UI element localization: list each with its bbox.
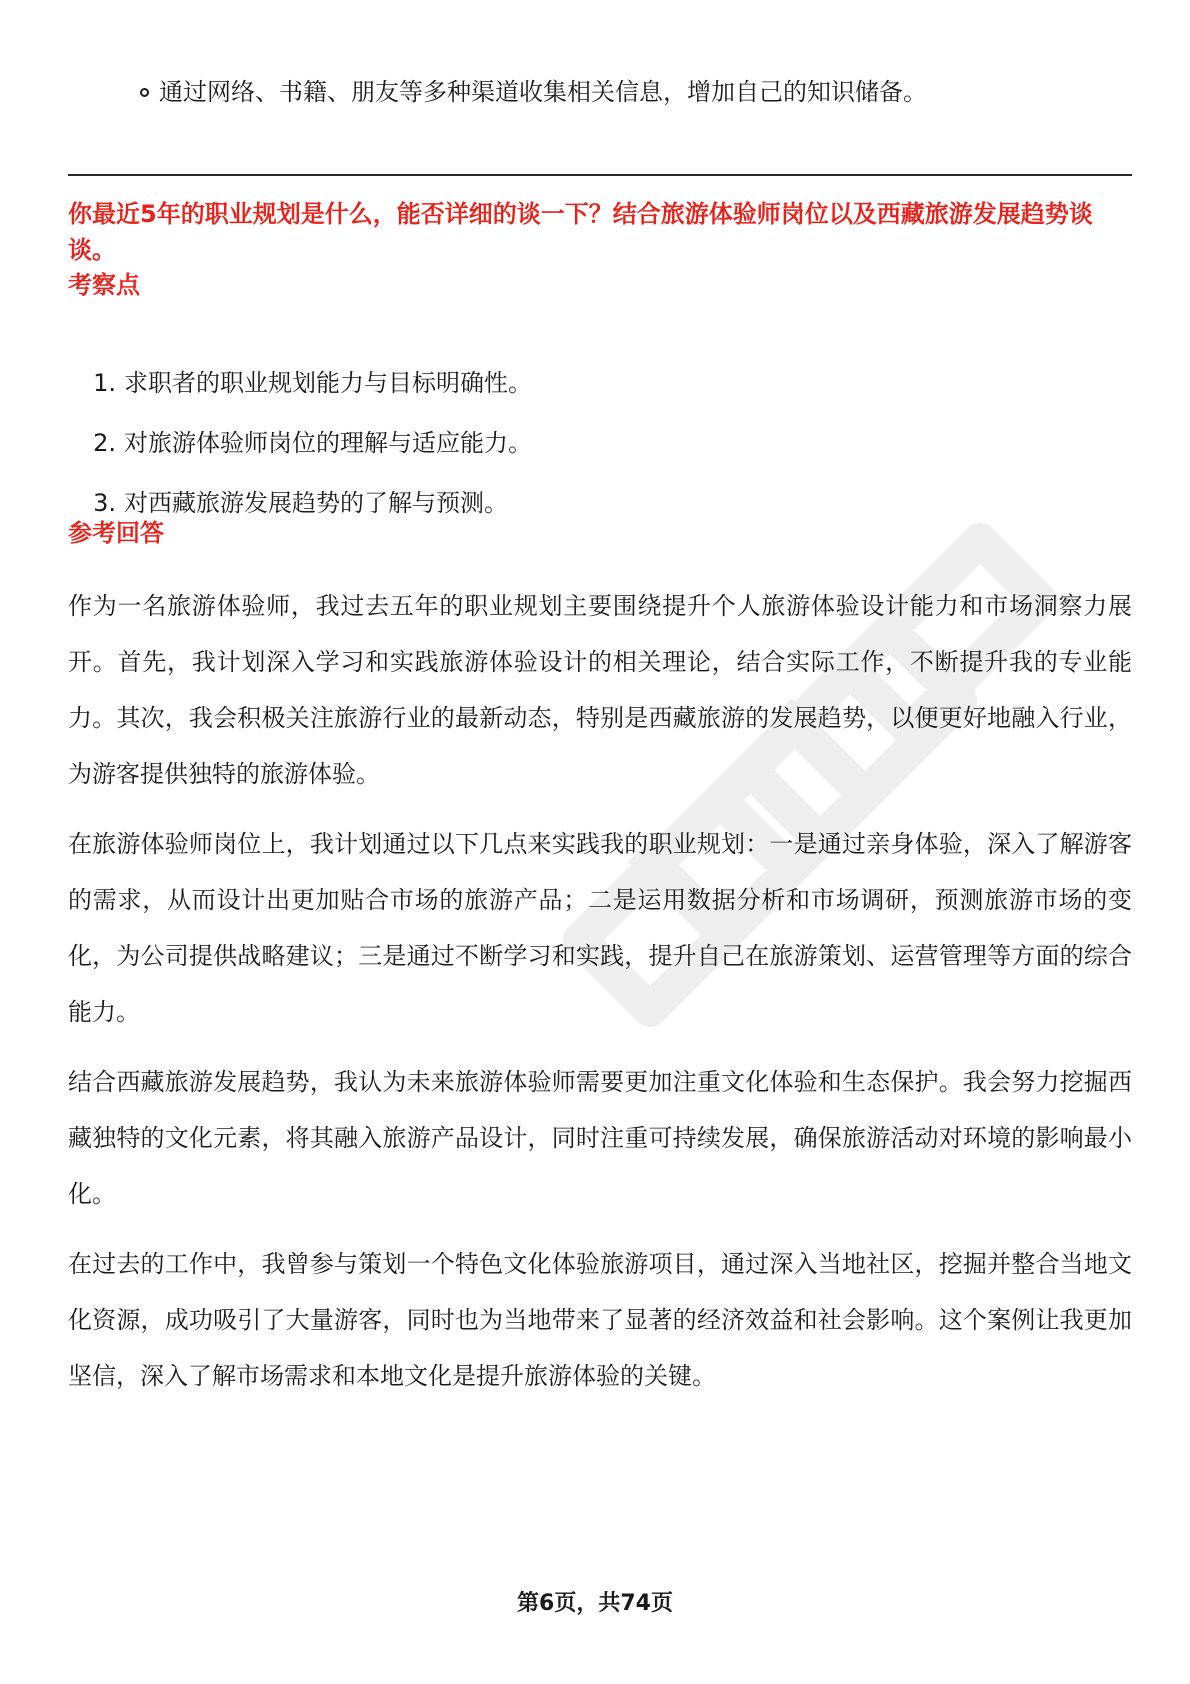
focus-point-number: 1.	[93, 369, 116, 397]
focus-point	[68, 425, 532, 485]
focus-point-text: 求职者的职业规划能力与目标明确性。	[124, 369, 532, 397]
hollow-bullet-icon	[140, 88, 149, 97]
answer-paragraph: 在过去的工作中，我曾参与策划一个特色文化体验旅游项目，通过深入当地社区，挖掘并整合当地文化资源，成功吸引了大量游客，同时也为当地带来了显著的经济效益和社会影响。这个案例让我更加坚信，深入了解市场需求和本地文化是提升旅游体验的关键。	[68, 1250, 1132, 1390]
focus-point-number: 3.	[93, 489, 116, 517]
answer-paragraph: 在旅游体验师岗位上，我计划通过以下几点来实践我的职业规划：一是通过亲身体验，深入了解游客的需求，从而设计出更加贴合市场的旅游产品；二是运用数据分析和市场调研，预测旅游市场的变化，为公司提供战略建议；三是通过不断学习和实践，提升自己在旅游策划、运营管理等方面的综合能力。	[68, 830, 1132, 1026]
focus-point-text: 对旅游体验师岗位的理解与适应能力。	[124, 429, 532, 457]
focus-heading: 考察点	[68, 271, 140, 299]
page-footer: 第6页，共74页	[517, 1591, 673, 1616]
focus-point	[68, 365, 532, 425]
top-bullet-text: 通过网络、书籍、朋友等多种渠道收集相关信息，增加自己的知识储备。	[159, 78, 927, 106]
interview-question: 你最近5年的职业规划是什么，能否详细的谈一下？结合旅游体验师岗位以及西藏旅游发展趋势谈谈。	[68, 200, 1093, 264]
focus-point-number: 2.	[93, 429, 116, 457]
answer-heading: 参考回答	[68, 519, 164, 547]
section-divider	[68, 174, 1132, 176]
focus-point-text: 对西藏旅游发展趋势的了解与预测。	[124, 489, 508, 517]
answer-paragraph: 作为一名旅游体验师，我过去五年的职业规划主要围绕提升个人旅游体验设计能力和市场洞察力展开。首先，我计划深入学习和实践旅游体验设计的相关理论，结合实际工作，不断提升我的专业能力。其次，我会积极关注旅游行业的最新动态，特别是西藏旅游的发展趋势，以便更好地融入行业，为游客提供独特的旅游体验。	[68, 592, 1132, 788]
top-bullet-item	[140, 74, 927, 110]
answer-paragraph: 结合西藏旅游发展趋势，我认为未来旅游体验师需要更加注重文化体验和生态保护。我会努力挖掘西藏独特的文化元素，将其融入旅游产品设计，同时注重可持续发展，确保旅游活动对环境的影响最小化。	[68, 1068, 1132, 1208]
